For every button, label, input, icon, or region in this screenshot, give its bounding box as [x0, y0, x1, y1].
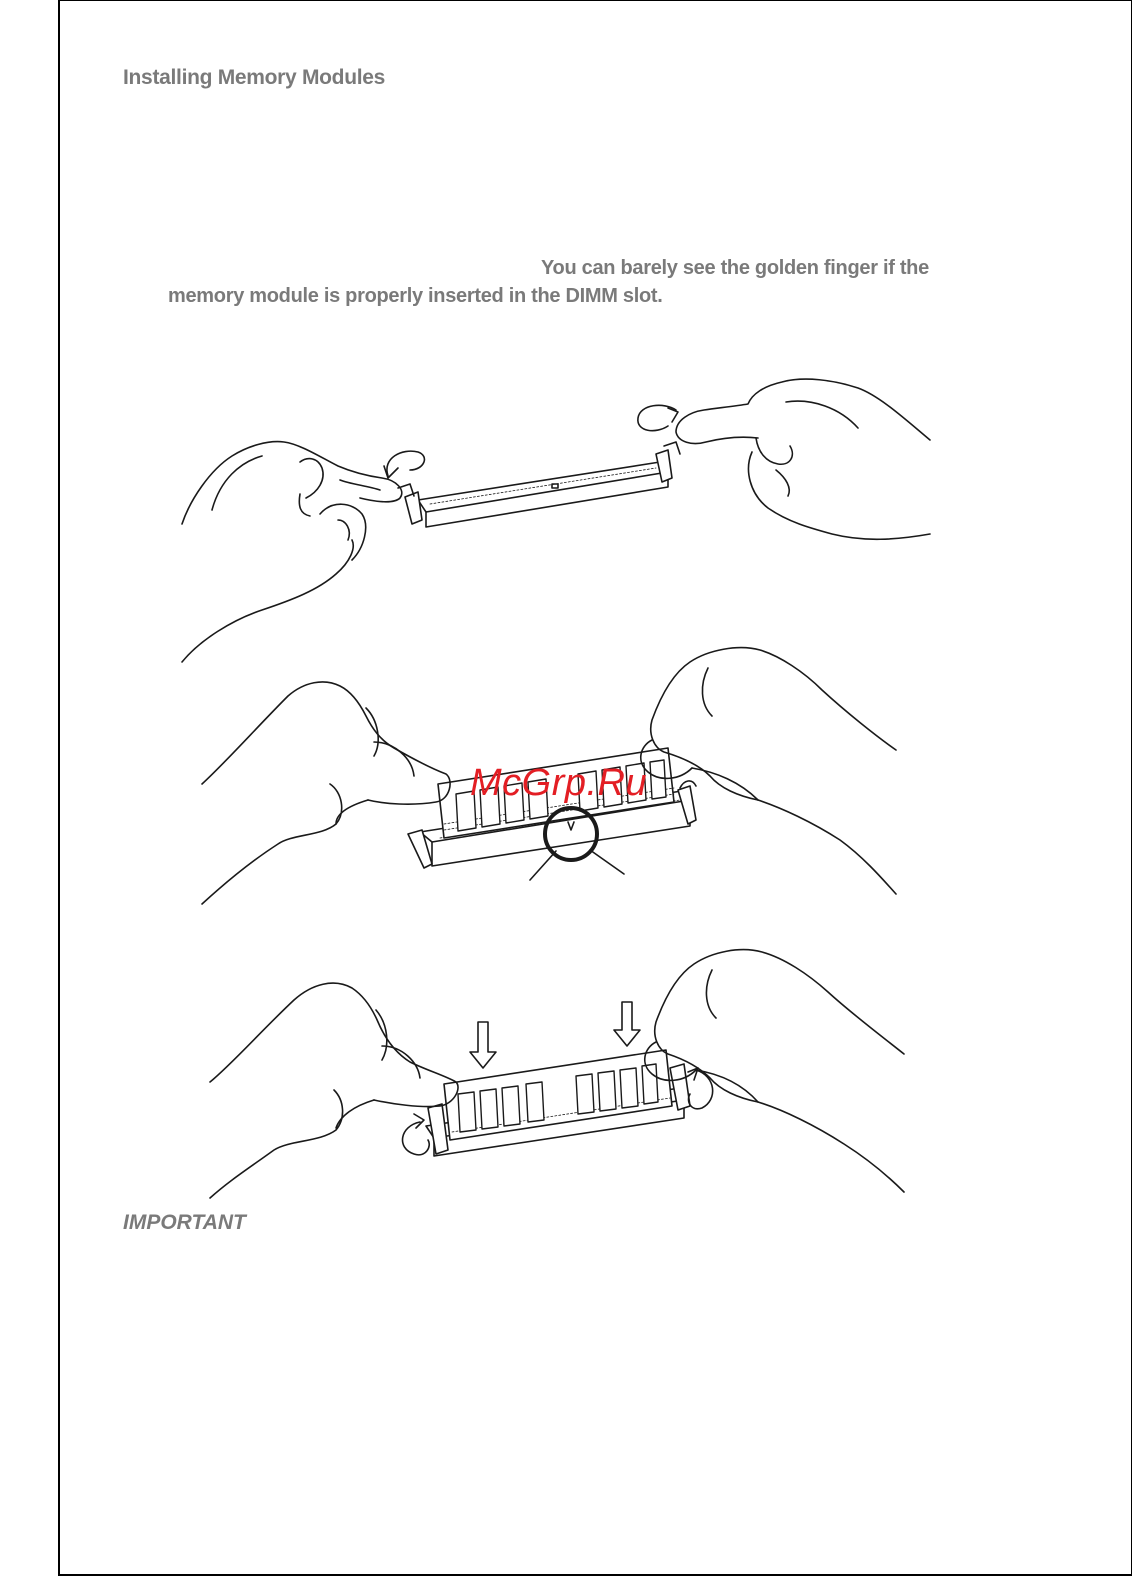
- important-label: IMPORTANT: [123, 1211, 246, 1234]
- watermark: McGrp.Ru: [470, 762, 648, 804]
- illustration-press-down: [210, 950, 904, 1198]
- illustration-open-clips: [182, 379, 930, 662]
- step-text-line-1: You can barely see the golden finger if the: [541, 257, 929, 279]
- section-heading: Installing Memory Modules: [123, 66, 386, 89]
- step-text-line-2: memory module is properly inserted in the DIMM slot.: [168, 285, 663, 307]
